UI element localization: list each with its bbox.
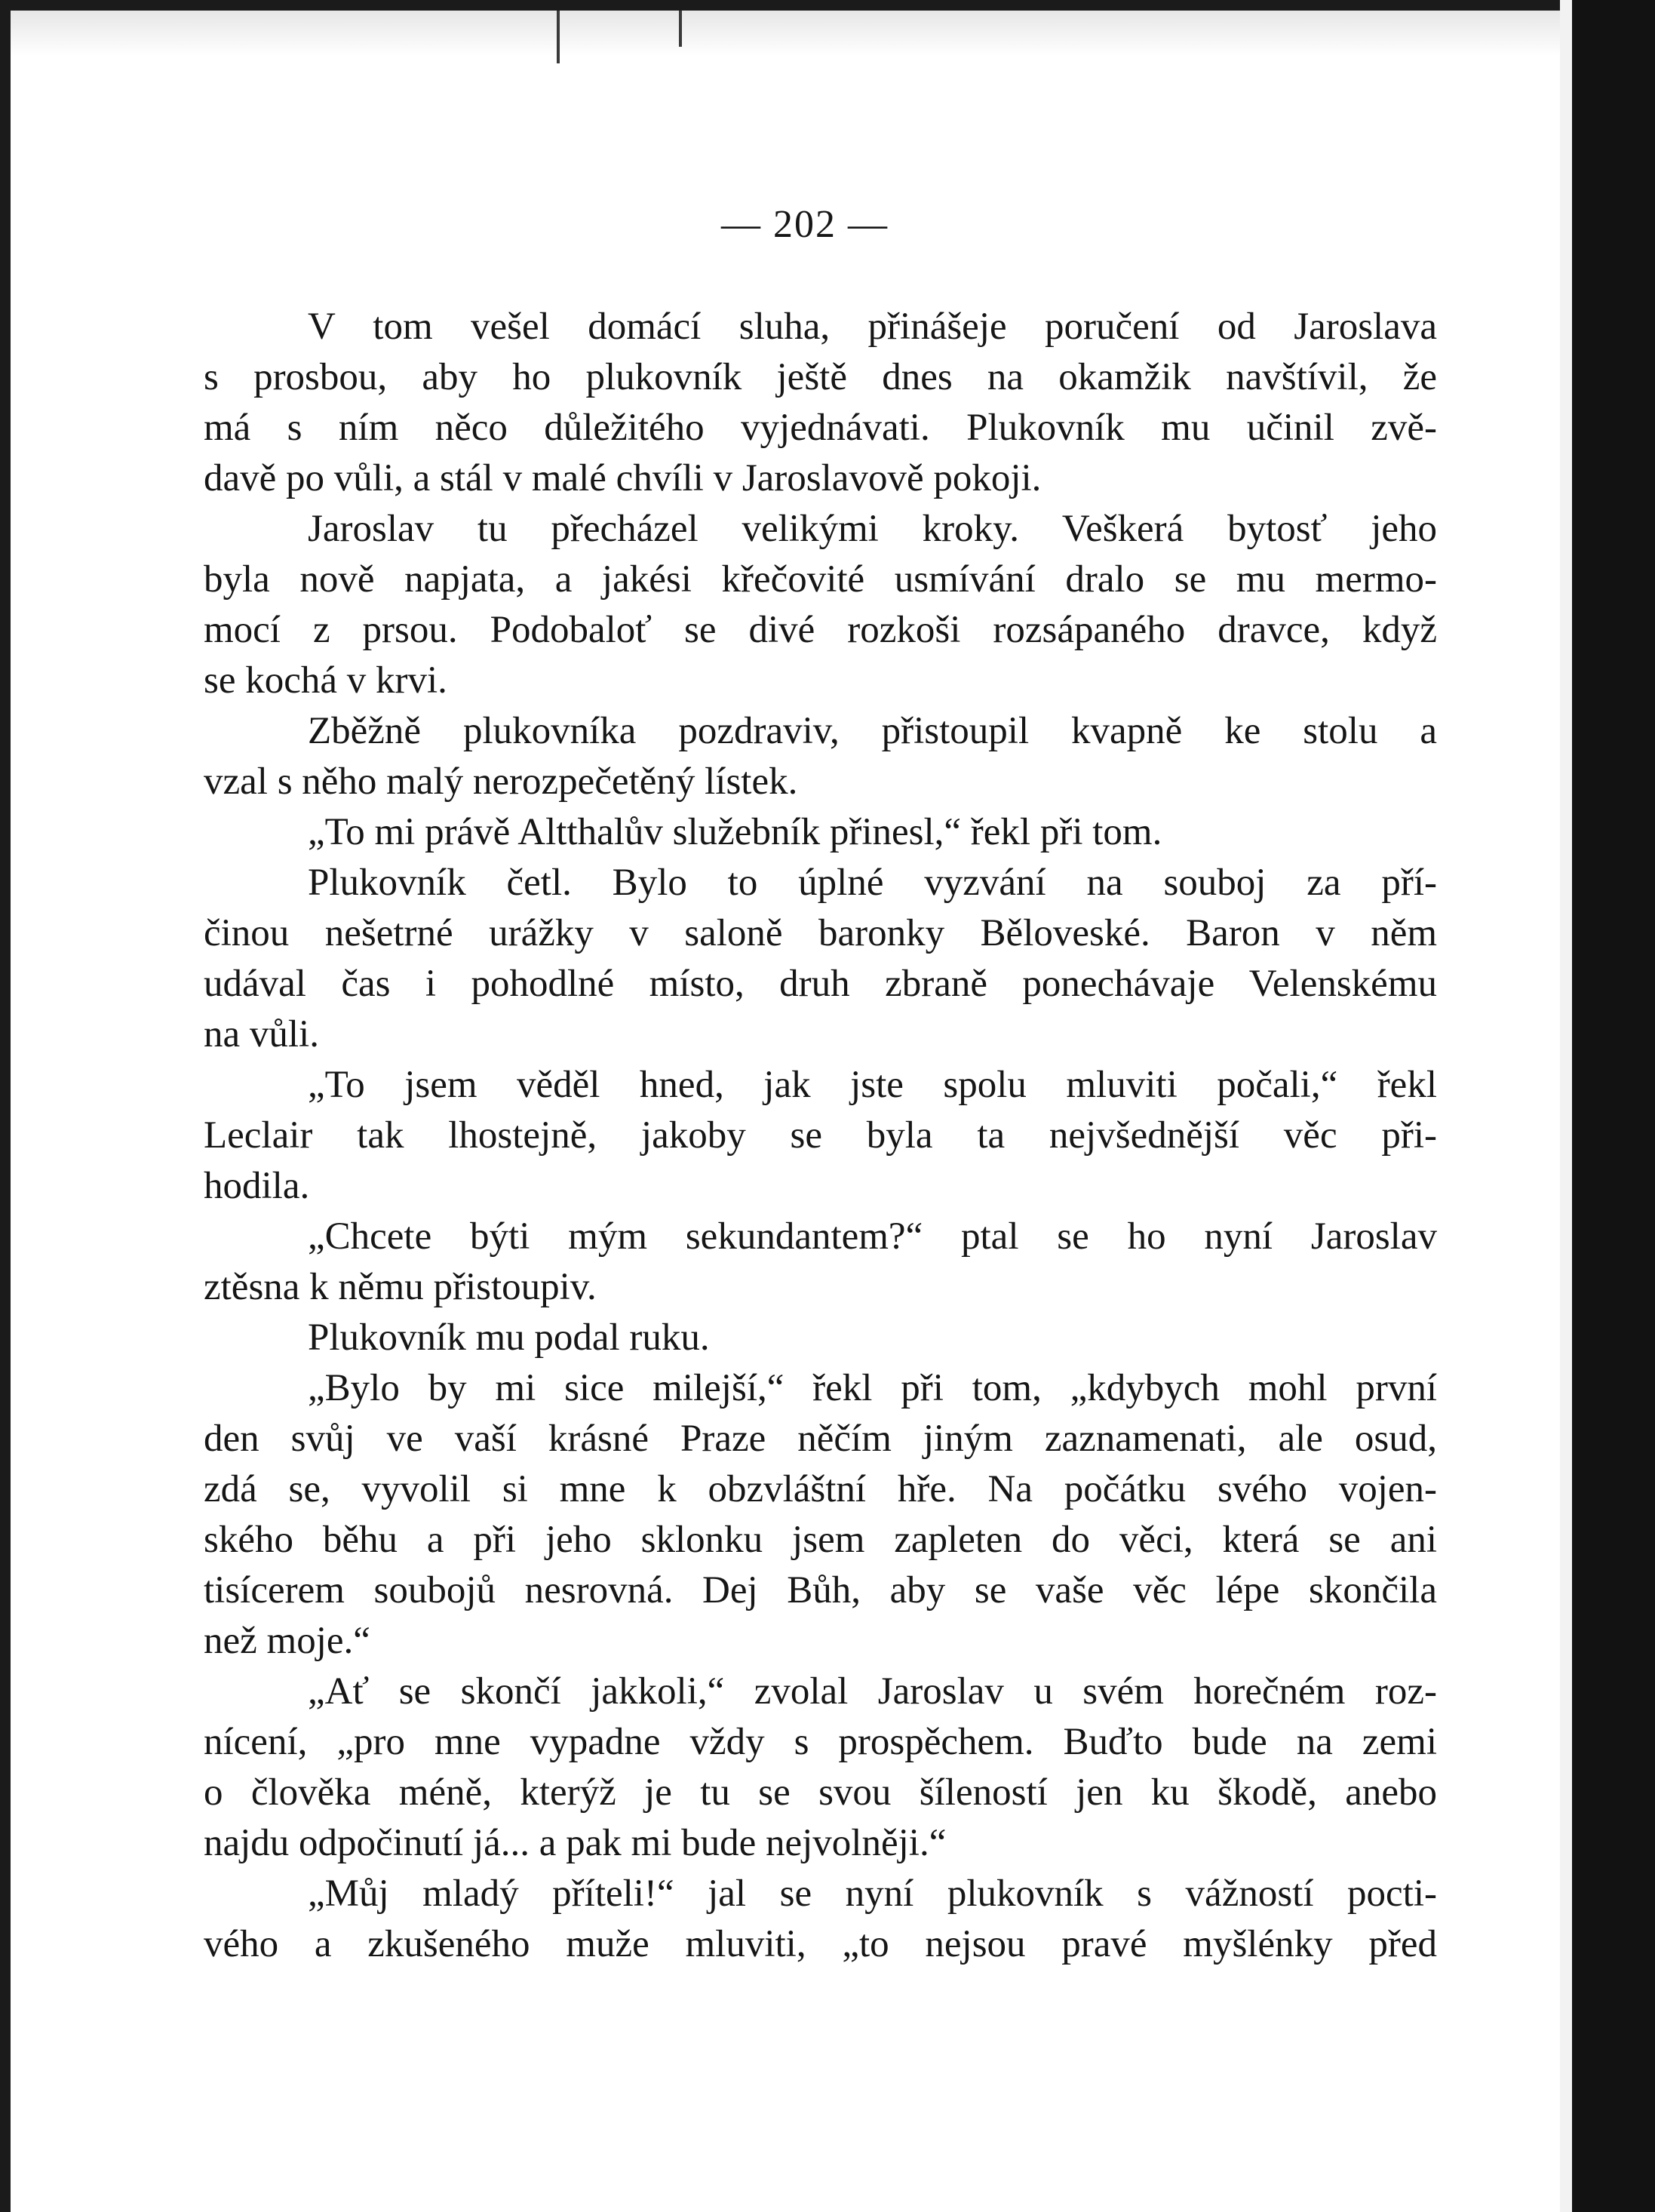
scan-edge-left bbox=[0, 0, 11, 2212]
text-line: „Ať se skončí jakkoli,“ zvolal Jaroslav u svém horečném roz- bbox=[308, 1670, 1437, 1713]
text-line: má s ním něco důležitého vyjednávati. Plukovník mu učinil zvě- bbox=[204, 407, 1437, 449]
text-line: než moje.“ bbox=[204, 1620, 370, 1662]
text-line: „Můj mladý příteli!“ jal se nyní plukovník s vážností pocti- bbox=[308, 1873, 1437, 1915]
text-line: s prosbou, aby ho plukovník ještě dnes na okamžik navštívil, že bbox=[204, 356, 1437, 398]
text-line: o člověka méně, kterýž je tu se svou šíleností jen ku škodě, anebo bbox=[204, 1771, 1437, 1814]
text-line: nícení, „pro mne vypadne vždy s prospěchem. Buďto bude na zemi bbox=[204, 1721, 1437, 1763]
text-line: Plukovník mu podal ruku. bbox=[308, 1316, 710, 1359]
scan-artifact-mark bbox=[679, 11, 682, 47]
text-line: Plukovník četl. Bylo to úplné vyzvání na souboj za pří- bbox=[308, 862, 1437, 904]
text-line: „Chcete býti mým sekundantem?“ ptal se ho nyní Jaroslav bbox=[308, 1215, 1437, 1258]
body-text bbox=[204, 302, 1437, 1970]
text-line: najdu odpočinutí já... a pak mi bude nejvolněji.“ bbox=[204, 1822, 947, 1864]
text-line: vzal s něho malý nerozpečetěný lístek. bbox=[204, 760, 798, 803]
text-line: „To jsem věděl hned, jak jste spolu mluviti počali,“ řekl bbox=[308, 1064, 1437, 1106]
text-line: na vůli. bbox=[204, 1013, 319, 1055]
text-line: „Bylo by mi sice milejší,“ řekl při tom, „kdybych mohl první bbox=[308, 1367, 1437, 1409]
text-line: byla nově napjata, a jakési křečovité usmívání dralo se mu mermo- bbox=[204, 558, 1437, 601]
text-line: Jaroslav tu přecházel velikými kroky. Veškerá bytosť jeho bbox=[308, 508, 1437, 550]
text-line: V tom vešel domácí sluha, přinášeje poručení od Jaroslava bbox=[308, 306, 1437, 348]
text-line: davě po vůli, a stál v malé chvíli v Jaroslavově pokoji. bbox=[204, 457, 1042, 499]
page-number: — 202 — bbox=[721, 203, 889, 246]
scan-edge-right bbox=[1572, 0, 1655, 2212]
scan-artifact-mark bbox=[557, 11, 560, 63]
text-line: vého a zkušeného muže mluviti, „to nejsou pravé myšlénky před bbox=[204, 1923, 1437, 1965]
text-line: Leclair tak lhostejně, jakoby se byla ta nejvšednější věc při- bbox=[204, 1114, 1437, 1157]
page-shadow bbox=[11, 11, 1560, 56]
text-line: tisícerem soubojů nesrovná. Dej Bůh, aby se vaše věc lépe skončila bbox=[204, 1569, 1437, 1611]
text-line: den svůj ve vaší krásné Praze něčím jiným zaznamenati, ale osud, bbox=[204, 1418, 1437, 1460]
scan-edge-top bbox=[0, 0, 1655, 11]
text-line: Zběžně plukovníka pozdraviv, přistoupil kvapně ke stolu a bbox=[308, 710, 1437, 752]
text-line: „To mi právě Altthalův služebník přinesl,“ řekl při tom. bbox=[308, 811, 1162, 853]
text-line: udával čas i pohodlné místo, druh zbraně ponechávaje Velenskému bbox=[204, 963, 1437, 1005]
text-line: ského běhu a při jeho sklonku jsem zapleten do věci, která se ani bbox=[204, 1519, 1437, 1561]
text-line: mocí z prsou. Podobaloť se divé rozkoši rozsápaného dravce, když bbox=[204, 609, 1437, 651]
text-line: hodila. bbox=[204, 1165, 310, 1207]
text-line: ztěsna k němu přistoupiv. bbox=[204, 1266, 597, 1308]
page-edge-right bbox=[1560, 0, 1572, 2212]
text-line: činou nešetrné urážky v saloně baronky Běloveské. Baron v něm bbox=[204, 912, 1437, 954]
text-line: zdá se, vyvolil si mne k obzvláštní hře. Na počátku svého vojen- bbox=[204, 1468, 1437, 1510]
text-line: se kochá v krvi. bbox=[204, 659, 447, 702]
